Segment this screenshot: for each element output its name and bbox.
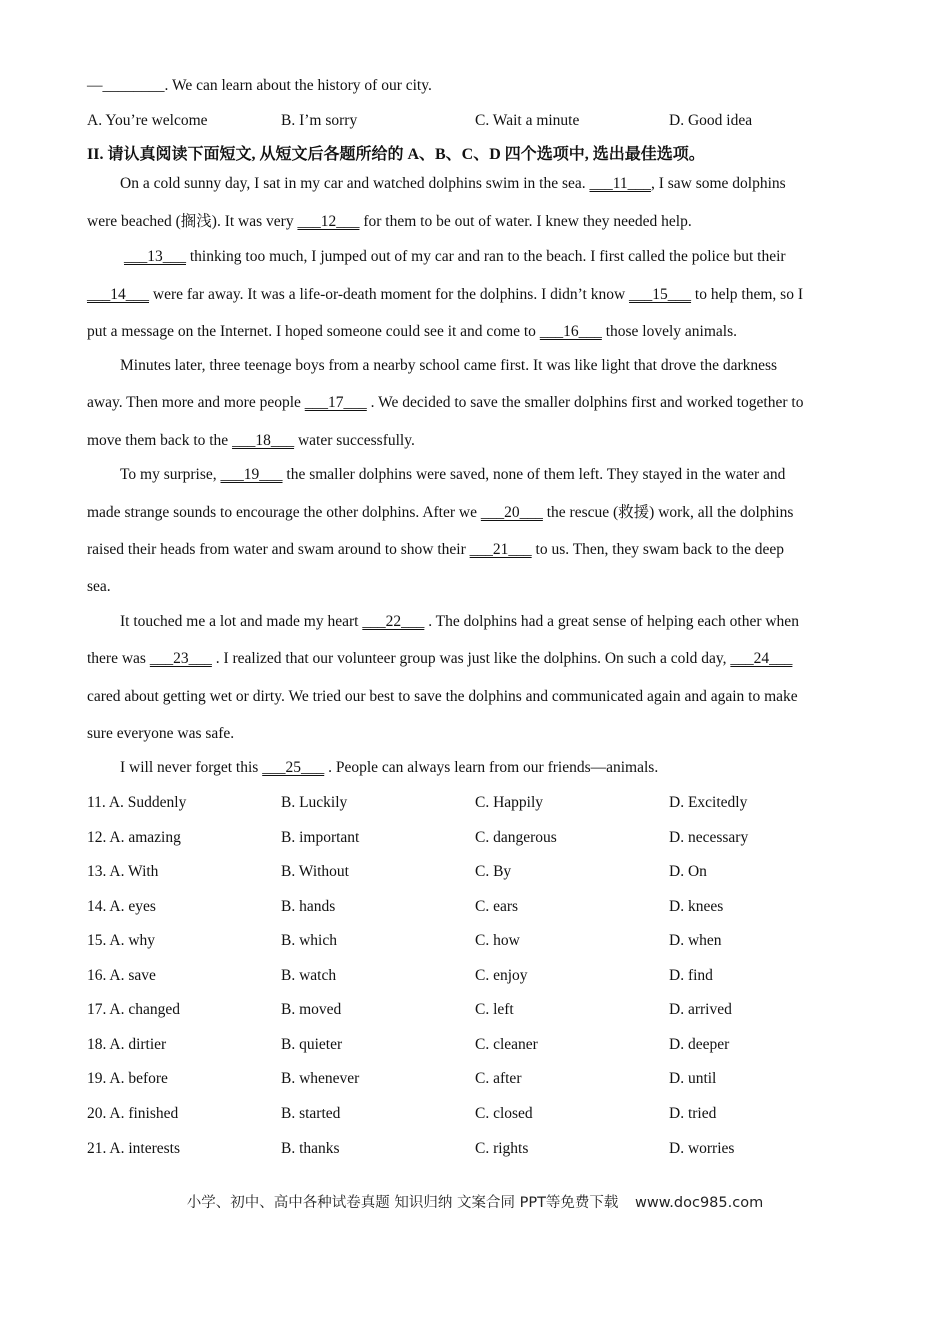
passage-line: away. Then more and more people ___17___ . We decided to save the smaller dolphins first and worked together to <box>87 394 804 411</box>
option-c: C. enjoy <box>475 967 528 984</box>
option-a: 11. A. Suddenly <box>87 794 187 811</box>
blank-17: ___17___ <box>304 394 367 411</box>
passage-line: raised their heads from water and swam around to show their ___21___ to us. Then, they swam back to the deep <box>87 541 785 558</box>
option-b: B. I’m sorry <box>281 112 358 129</box>
blank-20: ___20___ <box>480 504 543 521</box>
blank-22: ___22___ <box>362 613 425 630</box>
page-footer <box>0 1191 950 1212</box>
option-b: B. moved <box>281 1001 342 1018</box>
prev-question-stem: —________. We can learn about the history of our city. <box>87 77 432 94</box>
passage-line: Minutes later, three teenage boys from a nearby school came first. It was like light that drove the darkness <box>120 357 778 374</box>
option-c: C. Wait a minute <box>475 112 580 129</box>
blank-21: ___21___ <box>469 541 532 558</box>
option-c: C. how <box>475 932 520 949</box>
option-a: 15. A. why <box>87 932 156 949</box>
option-b: B. hands <box>281 898 336 915</box>
passage-line: It touched me a lot and made my heart ___22___ . The dolphins had a great sense of helping each other when <box>120 613 799 630</box>
option-d: D. Good idea <box>669 112 753 129</box>
option-d: D. arrived <box>669 1001 732 1018</box>
blank-19: ___19___ <box>220 466 283 483</box>
option-d: D. Excitedly <box>669 794 748 811</box>
passage-line: To my surprise, ___19___ the smaller dolphins were saved, none of them left. They stayed in the water and <box>120 466 786 483</box>
blank-14: ___14___ <box>87 286 149 303</box>
option-c: C. Happily <box>475 794 544 811</box>
blank-23: ___23___ <box>149 650 212 667</box>
option-b: B. quieter <box>281 1036 343 1053</box>
option-c: C. after <box>475 1070 522 1087</box>
option-a: 16. A. save <box>87 967 156 984</box>
option-a: 21. A. interests <box>87 1140 180 1157</box>
option-d: D. On <box>669 863 707 880</box>
option-c: C. By <box>475 863 512 880</box>
passage-line: cared about getting wet or dirty. We tried our best to save the dolphins and communicated again and again to make <box>87 688 798 705</box>
option-c: C. ears <box>475 898 519 915</box>
option-c: C. closed <box>475 1105 533 1122</box>
option-d: D. knees <box>669 898 724 915</box>
blank-12: ___12___ <box>297 213 360 230</box>
option-a: 13. A. With <box>87 863 159 880</box>
option-b: B. started <box>281 1105 341 1122</box>
option-a: 20. A. finished <box>87 1105 179 1122</box>
option-d: D. deeper <box>669 1036 730 1053</box>
option-d: D. until <box>669 1070 717 1087</box>
blank-11: ___11___ <box>589 175 651 192</box>
passage-line: ___13___ thinking too much, I jumped out of my car and ran to the beach. I first called the police but their <box>124 248 786 265</box>
option-a: A. You’re welcome <box>87 112 208 129</box>
option-d: D. tried <box>669 1105 717 1122</box>
option-b: B. which <box>281 932 337 949</box>
option-c: C. rights <box>475 1140 529 1157</box>
option-a: 18. A. dirtier <box>87 1036 167 1053</box>
passage-line: were beached (搁浅). It was very ___12___ for them to be out of water. I knew they needed help. <box>87 213 692 230</box>
option-a: 17. A. changed <box>87 1001 180 1018</box>
option-c: C. left <box>475 1001 514 1018</box>
option-a: 12. A. amazing <box>87 829 181 846</box>
option-d: D. worries <box>669 1140 735 1157</box>
footer-text: 小学、初中、高中各种试卷真题 知识归纳 文案合同 PPT等免费下载 <box>186 1195 619 1211</box>
blank-25: ___25___ <box>262 759 325 776</box>
blank-16: ___16___ <box>539 323 602 340</box>
blank-13: ___13___ <box>124 248 186 265</box>
option-b: B. Luckily <box>281 794 348 811</box>
option-c: C. cleaner <box>475 1036 538 1053</box>
passage-line: sure everyone was safe. <box>87 725 235 742</box>
blank-15: ___15___ <box>629 286 692 303</box>
section-heading: II. 请认真阅读下面短文, 从短文后各题所给的 A、B、C、D 四个选项中, 选出最佳选项。 <box>87 146 705 163</box>
passage-line: move them back to the ___18___ water successfully. <box>87 432 415 449</box>
option-b: B. thanks <box>281 1140 340 1157</box>
passage-line: there was ___23___ . I realized that our volunteer group was just like the dolphins. On such a cold day, ___24___ <box>87 650 793 667</box>
passage-line: ___14___ were far away. It was a life-or-death moment for the dolphins. I didn’t know ___15___ to help them, so I <box>87 286 803 303</box>
passage-line: On a cold sunny day, I sat in my car and watched dolphins swim in the sea. ___11___, I saw some dolphins <box>120 175 786 192</box>
footer-url-link[interactable]: www.doc985.com <box>635 1195 764 1211</box>
option-b: B. whenever <box>281 1070 360 1087</box>
option-d: D. necessary <box>669 829 749 846</box>
passage-line: put a message on the Internet. I hoped someone could see it and come to ___16___ those lovely animals. <box>87 323 737 340</box>
option-c: C. dangerous <box>475 829 557 846</box>
option-d: D. find <box>669 967 713 984</box>
option-d: D. when <box>669 932 722 949</box>
blank-18: ___18___ <box>232 432 295 449</box>
passage-line: sea. <box>87 578 111 595</box>
option-a: 19. A. before <box>87 1070 168 1087</box>
option-b: B. Without <box>281 863 349 880</box>
passage-line: made strange sounds to encourage the other dolphins. After we ___20___ the rescue (救援) work, all the dolphins <box>87 504 794 521</box>
option-b: B. watch <box>281 967 337 984</box>
option-b: B. important <box>281 829 360 846</box>
blank-24: ___24___ <box>730 650 793 667</box>
option-a: 14. A. eyes <box>87 898 156 915</box>
passage-line: I will never forget this ___25___ . People can always learn from our friends—animals. <box>120 759 659 776</box>
